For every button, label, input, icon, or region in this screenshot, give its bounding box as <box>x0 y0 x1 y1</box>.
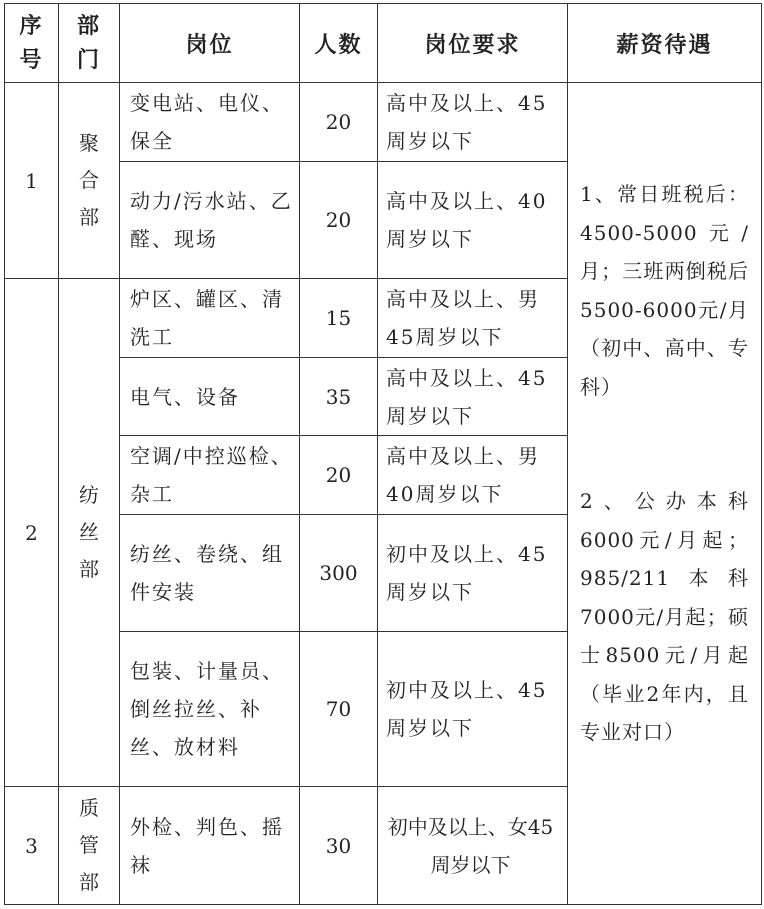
seq-cell: 1 <box>5 83 59 279</box>
count-cell: 70 <box>300 632 378 787</box>
position-cell: 纺丝、卷绕、组件安装 <box>120 515 300 632</box>
position-cell: 电气、设备 <box>120 358 300 436</box>
dept-cell: 质管部 <box>59 787 120 905</box>
seq-cell: 2 <box>5 279 59 787</box>
requirement-cell: 初中及以上、45周岁以下 <box>378 632 568 787</box>
count-cell: 35 <box>300 358 378 436</box>
seq-cell: 3 <box>5 787 59 905</box>
salary-cell <box>568 83 762 905</box>
requirement-cell: 初中及以上、女45周岁以下 <box>378 787 568 905</box>
requirement-cell: 高中及以上、40周岁以下 <box>378 162 568 279</box>
dept-cell: 纺丝部 <box>59 279 120 787</box>
count-cell: 20 <box>300 83 378 162</box>
requirement-cell: 高中及以上、45周岁以下 <box>378 83 568 162</box>
header-seq: 序号 <box>5 4 59 83</box>
header-position: 岗位 <box>120 4 300 83</box>
header-requirement: 岗位要求 <box>378 4 568 83</box>
requirement-cell: 高中及以上、男40周岁以下 <box>378 436 568 515</box>
requirement-cell: 初中及以上、45周岁以下 <box>378 515 568 632</box>
count-cell: 15 <box>300 279 378 358</box>
header-count: 人数 <box>300 4 378 83</box>
header-dept: 部门 <box>59 4 120 83</box>
dept-cell: 聚合部 <box>59 83 120 279</box>
position-cell: 炉区、罐区、清洗工 <box>120 279 300 358</box>
recruitment-table <box>4 3 762 905</box>
count-cell: 30 <box>300 787 378 905</box>
table-row <box>5 83 762 162</box>
count-cell: 300 <box>300 515 378 632</box>
position-cell: 空调/中控巡检、杂工 <box>120 436 300 515</box>
count-cell: 20 <box>300 162 378 279</box>
count-cell: 20 <box>300 436 378 515</box>
requirement-cell: 高中及以上、45周岁以下 <box>378 358 568 436</box>
requirement-cell: 高中及以上、男45周岁以下 <box>378 279 568 358</box>
header-row <box>5 4 762 83</box>
position-cell: 变电站、电仪、保全 <box>120 83 300 162</box>
header-salary: 薪资待遇 <box>568 4 762 83</box>
salary-item-1: 1、常日班税后：4500-5000元/月；三班两倒税后5500-6000元/月（初中、高中、专科） <box>580 182 749 399</box>
position-cell: 外检、判色、摇袜 <box>120 787 300 905</box>
position-cell: 包装、计量员、倒丝拉丝、补丝、放材料 <box>120 632 300 787</box>
position-cell: 动力/污水站、乙醛、现场 <box>120 162 300 279</box>
salary-item-2: 2、公办本科6000元/月起；985/211本科7000元/月起；硕士8500元/月起（毕业2年内，且专业对口） <box>580 489 749 744</box>
